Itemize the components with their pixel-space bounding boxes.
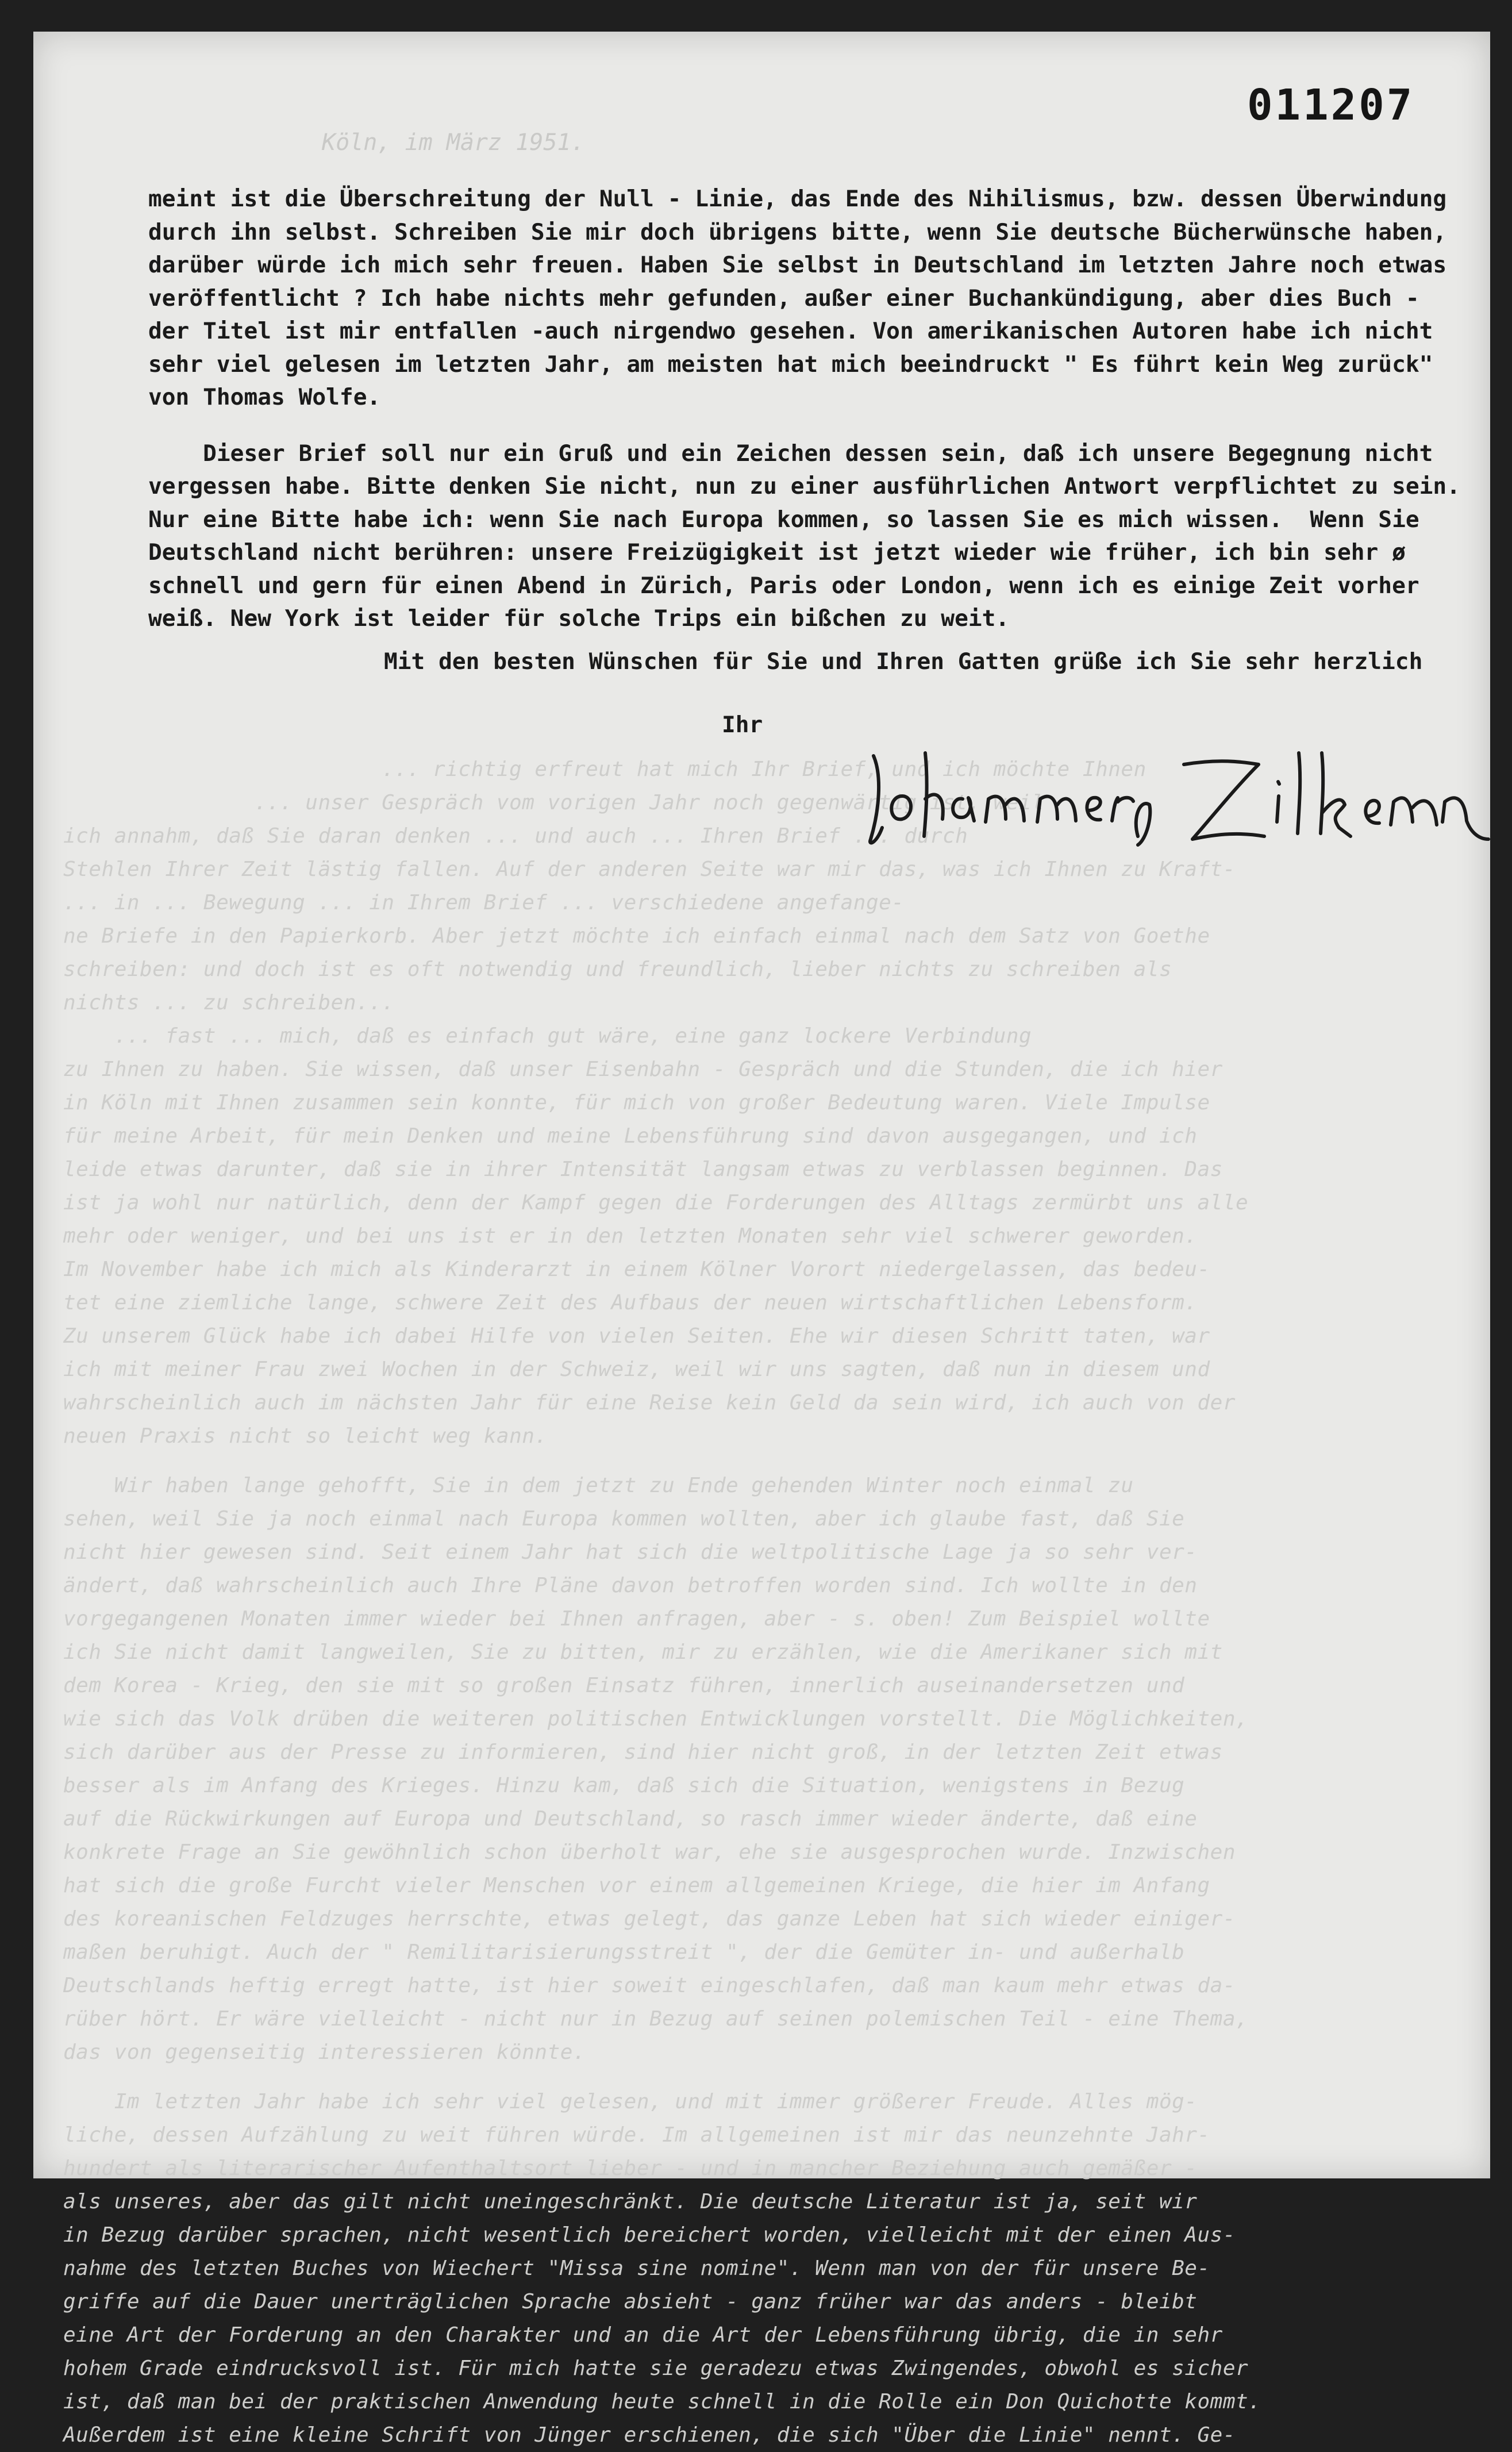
bleed-line: das von gegenseitig interessieren könnte. [63, 2040, 586, 2064]
letter-body [148, 183, 1493, 636]
bleed-line: ändert, daß wahrscheinlich auch Ihre Pläne davon betroffen worden sind. Ich wollte in den [63, 1574, 1198, 1597]
bleed-line: ist, daß man bei der praktischen Anwendung heute schnell in die Rolle ein Don Quichotte kommt. [63, 2390, 1261, 2413]
closing-line: Mit den besten Wünschen für Sie und Ihren Gatten grüße ich Sie sehr herzlich [384, 648, 1423, 675]
bleed-line: sich darüber aus der Presse zu informieren, sind hier nicht groß, in der letzten Zeit etwas [63, 1740, 1223, 1764]
paragraph-1-line: der Titel ist mir entfallen -auch nirgendwo gesehen. Von amerikanischen Autoren habe ich nicht [148, 318, 1433, 344]
bleed-line: Stehlen Ihrer Zeit lästig fallen. Auf der anderen Seite war mir das, was ich Ihnen zu Kraft- [63, 858, 1236, 881]
archive-stamp-number: 011207 [1247, 80, 1415, 130]
bleed-line: Außerdem ist eine kleine Schrift von Jünger erschienen, die sich "Über die Linie" nennt. Ge- [63, 2423, 1236, 2447]
bleed-line: ich Sie nicht damit langweilen, Sie zu bitten, mir zu erzählen, wie die Amerikaner sich mit [63, 1640, 1223, 1664]
bleed-line: nichts ... zu schreiben... [63, 991, 395, 1014]
bleed-line: ... fast ... mich, daß es einfach gut wäre, eine ganz lockere Verbindung [63, 1024, 1032, 1048]
bleed-line: leide etwas darunter, daß sie in ihrer Intensität langsam etwas zu verblassen beginnen. Das [63, 1158, 1223, 1181]
bleed-line: ist ja wohl nur natürlich, denn der Kampf gegen die Forderungen des Alltags zermürbt uns alle [63, 1191, 1249, 1215]
paragraph-2-line: weiß. New York ist leider für solche Trips ein bißchen zu weit. [148, 605, 1010, 632]
bleed-line: in Köln mit Ihnen zusammen sein konnte, für mich von großer Bedeutung waren. Viele Impulse [63, 1091, 1210, 1114]
paragraph-1-line: meint ist die Überschreitung der Null - Linie, das Ende des Nihilismus, bzw. dessen Überwindung [148, 186, 1447, 212]
bleed-line: für meine Arbeit, für mein Denken und meine Lebensführung sind davon ausgegangen, und ich [63, 1124, 1198, 1148]
bleed-line: hundert als literarischer Aufenthaltsort lieber - und in mancher Beziehung auch gemäßer - [63, 2157, 1198, 2180]
bleed-line: als unseres, aber das gilt nicht uneingeschränkt. Die deutsche Literatur ist ja, seit wir [63, 2190, 1198, 2213]
bleed-line: liche, dessen Aufzählung zu weit führen würde. Im allgemeinen ist mir das neunzehnte Jahr- [63, 2123, 1210, 2147]
bleed-line: eine Art der Forderung an den Charakter und an die Art der Lebensführung übrig, die in sehr [63, 2323, 1223, 2347]
paragraph-2-line: Deutschland nicht berühren: unsere Freizügigkeit ist jetzt wieder wie früher, ich bin sehr ø [148, 539, 1406, 566]
bleed-through-text [63, 753, 1465, 2452]
bleed-line: maßen beruhigt. Auch der " Remilitarisierungsstreit ", der die Gemüter in- und außerhalb [63, 1940, 1185, 1964]
paragraph-1-line: veröffentlicht ? Ich habe nichts mehr gefunden, außer einer Buchankündigung, aber dies Buch - [148, 285, 1419, 312]
bleed-line: ich mit meiner Frau zwei Wochen in der Schweiz, weil wir uns sagten, daß nun in diesem und [63, 1358, 1210, 1381]
bleed-line: schreiben: und doch ist es oft notwendig und freundlich, lieber nichts zu schreiben als [63, 958, 1172, 981]
bleed-line: hat sich die große Furcht vieler Menschen vor einem allgemeinen Kriege, die hier im Anfang [63, 1874, 1210, 1897]
handwritten-signature [862, 741, 1494, 851]
paragraph-2-line: vergessen habe. Bitte denken Sie nicht, nun zu einer ausführlichen Antwort verpflichtet zu sein. [148, 473, 1460, 499]
paragraph-2-line: Dieser Brief soll nur ein Gruß und ein Zeichen dessen sein, daß ich unsere Begegnung nicht [148, 440, 1433, 467]
bleed-line: Zu unserem Glück habe ich dabei Hilfe von vielen Seiten. Ehe wir diesen Schritt taten, war [63, 1324, 1210, 1348]
bleed-line: neuen Praxis nicht so leicht weg kann. [63, 1424, 548, 1448]
bleed-line: des koreanischen Feldzuges herrschte, etwas gelegt, das ganze Leben hat sich wieder einiger- [63, 1907, 1236, 1931]
bleed-line: vorgegangenen Monaten immer wieder bei Ihnen anfragen, aber - s. oben! Zum Beispiel wollte [63, 1607, 1210, 1631]
bleed-line: wahrscheinlich auch im nächsten Jahr für eine Reise kein Geld da sein wird, ich auch von der [63, 1391, 1236, 1415]
paragraph-1-line: von Thomas Wolfe. [148, 384, 381, 410]
paragraph-1-line: sehr viel gelesen im letzten Jahr, am meisten hat mich beeindruckt " Es führt kein Weg zurück" [148, 351, 1433, 378]
bleed-line: sehen, weil Sie ja noch einmal nach Europa kommen wollten, aber ich glaube fast, daß Sie [63, 1507, 1185, 1531]
bleed-line: rüber hört. Er wäre vielleicht - nicht nur in Bezug auf seinen polemischen Teil - eine Thema, [63, 2007, 1249, 2031]
bleed-line: Im letzten Jahr habe ich sehr viel gelesen, und mit immer größerer Freude. Alles mög- [63, 2090, 1198, 2113]
bleed-line: tet eine ziemliche lange, schwere Zeit des Aufbaus der neuen wirtschaftlichen Lebensform. [63, 1291, 1198, 1315]
paragraph-1-line: durch ihn selbst. Schreiben Sie mir doch übrigens bitte, wenn Sie deutsche Bücherwünsche haben, [148, 218, 1447, 245]
bleed-line: nahme des letzten Buches von Wiechert "Missa sine nomine". Wenn man von der für unsere Be- [63, 2257, 1210, 2280]
bleed-line: in Bezug darüber sprachen, nicht wesentlich bereichert worden, vielleicht mit der einen Aus- [63, 2223, 1236, 2247]
bleed-line: ich annahm, daß Sie daran denken ... und auch ... Ihren Brief ... durch [63, 824, 968, 848]
paragraph-2-line: Nur eine Bitte habe ich: wenn Sie nach Europa kommen, so lassen Sie es mich wissen. Wenn Sie [148, 506, 1419, 533]
bleed-line: hohem Grade eindrucksvoll ist. Für mich hatte sie geradezu etwas Zwingendes, obwohl es sicher [63, 2357, 1249, 2380]
bleed-line: ne Briefe in den Papierkorb. Aber jetzt möchte ich einfach einmal nach dem Satz von Goethe [63, 924, 1210, 948]
bleed-line: besser als im Anfang des Krieges. Hinzu kam, daß sich die Situation, wenigstens in Bezug [63, 1774, 1185, 1797]
bleed-line: konkrete Frage an Sie gewöhnlich schon überholt war, ehe sie ausgesprochen wurde. Inzwischen [63, 1840, 1236, 1864]
salutation: Ihr [722, 712, 763, 738]
bleed-line: auf die Rückwirkungen auf Europa und Deutschland, so rasch immer wieder änderte, daß eine [63, 1807, 1198, 1831]
bleed-line: Deutschlands heftig erregt hatte, ist hier soweit eingeschlafen, daß man kaum mehr etwas da- [63, 1974, 1236, 1997]
bleed-line: mehr oder weniger, und bei uns ist er in den letzten Monaten sehr viel schwerer geworden. [63, 1224, 1198, 1248]
paragraph-1-line: darüber würde ich mich sehr freuen. Haben Sie selbst in Deutschland im letzten Jahre noch etwas [148, 252, 1447, 278]
bleed-line: ... in ... Bewegung ... in Ihrem Brief ... verschiedene angefange- [63, 891, 905, 914]
bleed-line: ... richtig erfreut hat mich Ihr Brief, und ich möchte Ihnen [63, 758, 1146, 781]
bleed-line: ... unser Gespräch vom vorigen Jahr noch gegenwärtig ist, weil [63, 791, 1045, 814]
bleed-line: nicht hier gewesen sind. Seit einem Jahr hat sich die weltpolitische Lage ja so sehr ver- [63, 1540, 1198, 1564]
bleed-line: Im November habe ich mich als Kinderarzt in einem Kölner Vorort niedergelassen, das bedeu- [63, 1258, 1210, 1281]
bleed-line: griffe auf die Dauer unerträglichen Sprache absieht - ganz früher war das anders - bleibt [63, 2290, 1198, 2313]
bleed-line: wie sich das Volk drüben die weiteren politischen Entwicklungen vorstellt. Die Möglichkeiten, [63, 1707, 1249, 1731]
paragraph-2-line: schnell und gern für einen Abend in Zürich, Paris oder London, wenn ich es einige Zeit vorher [148, 572, 1419, 599]
ghost-date-header: Köln, im März 1951. [322, 129, 585, 156]
bleed-line: zu Ihnen zu haben. Sie wissen, daß unser Eisenbahn - Gespräch und die Stunden, die ich hier [63, 1058, 1223, 1081]
bleed-line: dem Korea - Krieg, den sie mit so großen Einsatz führen, innerlich auseinandersetzen und [63, 1674, 1185, 1697]
bleed-line: Wir haben lange gehofft, Sie in dem jetzt zu Ende gehenden Winter noch einmal zu [63, 1474, 1134, 1497]
